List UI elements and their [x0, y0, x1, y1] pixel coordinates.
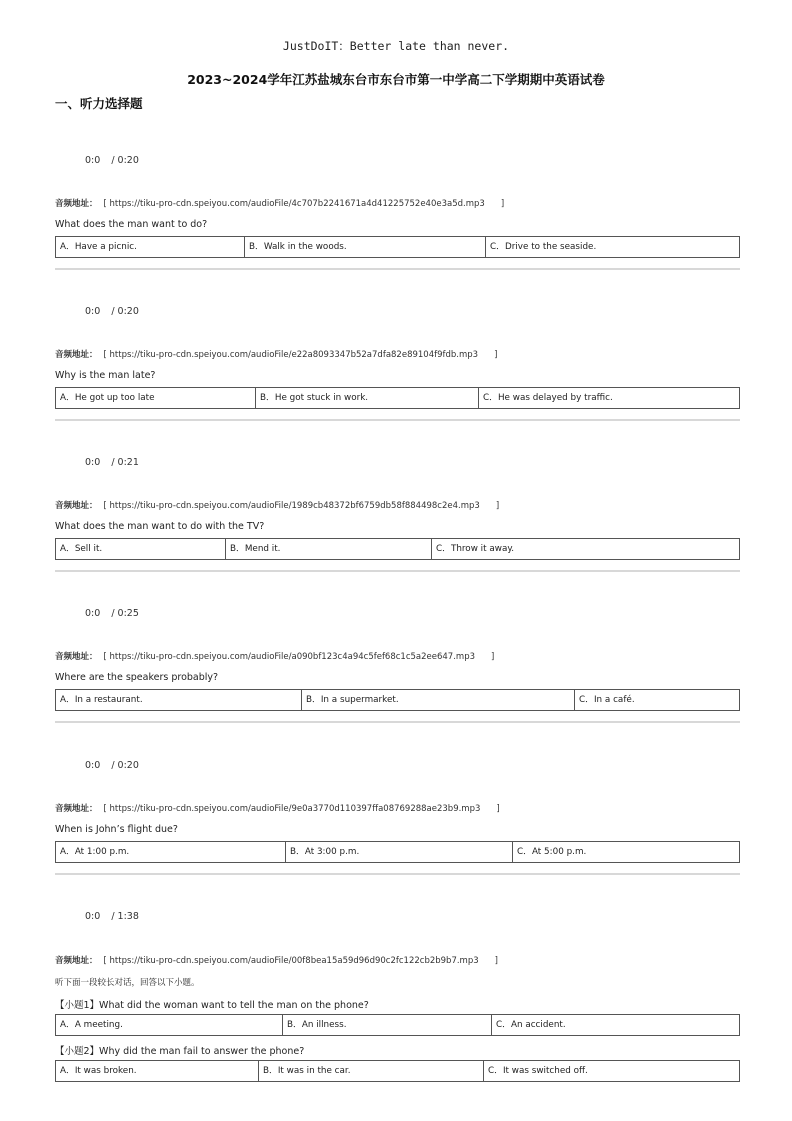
audio-url[interactable]: [ https://tiku-pro-cdn.speiyou.com/audioFile/00f8bea15a59d96d90c2fc122cb2b9b7.mp3 — [103, 956, 479, 966]
option-c[interactable]: C．Drive to the seaside. — [485, 237, 739, 257]
question-stem: Where are the speakers probably? — [55, 672, 219, 683]
page-motto: JustDoIT：Better late than never. — [282, 39, 510, 53]
question-stem: Why is the man late? — [55, 370, 156, 381]
audio-address-label: 音频地址： — [55, 804, 98, 814]
options-row — [55, 1014, 740, 1036]
player-time: 0:0 — [85, 457, 101, 468]
option-b[interactable]: B．In a supermarket. — [301, 690, 574, 710]
audio-player[interactable] — [85, 306, 139, 317]
section-heading: 一、听力选择题 — [55, 96, 143, 111]
audio-url-close: ] — [491, 652, 495, 662]
options-row — [55, 689, 740, 711]
player-duration: / 1:38 — [111, 911, 139, 922]
option-c[interactable]: C．At 5:00 p.m. — [512, 842, 739, 862]
player-time: 0:0 — [85, 306, 101, 317]
audio-address — [55, 348, 497, 360]
player-duration: / 0:20 — [111, 306, 139, 317]
player-time: 0:0 — [85, 608, 101, 619]
divider — [55, 721, 740, 723]
audio-url[interactable]: [ https://tiku-pro-cdn.speiyou.com/audioFile/9e0a3770d110397ffa08769288ae23b9.mp3 — [103, 804, 481, 814]
audio-address-label: 音频地址： — [55, 501, 98, 511]
option-a[interactable]: A．He got up too late — [60, 393, 155, 403]
options-row — [55, 841, 740, 863]
option-b[interactable]: B．An illness. — [282, 1015, 491, 1035]
options-row — [55, 538, 740, 560]
audio-player[interactable] — [85, 608, 139, 619]
option-a[interactable]: A．In a restaurant. — [60, 695, 143, 705]
group-intro: 听下面一段较长对话，回答以下小题。 — [55, 978, 200, 988]
audio-address — [55, 499, 499, 511]
option-b[interactable]: B．At 3:00 p.m. — [285, 842, 512, 862]
option-b[interactable]: B．He got stuck in work. — [255, 388, 478, 408]
option-a[interactable]: A．It was broken. — [60, 1066, 137, 1076]
sub-question-stem: 【小题2】Why did the man fail to answer the phone? — [55, 1046, 305, 1057]
player-time: 0:0 — [85, 760, 101, 771]
question-stem: What does the man want to do? — [55, 219, 208, 230]
option-c[interactable]: C．In a café. — [574, 690, 739, 710]
options-row — [55, 387, 740, 409]
option-c[interactable]: C．Throw it away. — [431, 539, 739, 559]
divider — [55, 419, 740, 421]
audio-player[interactable] — [85, 155, 139, 166]
divider — [55, 268, 740, 270]
options-row — [55, 236, 740, 258]
audio-address-label: 音频地址： — [55, 350, 98, 360]
option-b[interactable]: B．It was in the car. — [258, 1061, 483, 1081]
option-b[interactable]: B．Mend it. — [225, 539, 431, 559]
audio-url-close: ] — [496, 804, 500, 814]
audio-url-close: ] — [495, 501, 500, 511]
option-c[interactable]: C．He was delayed by traffic. — [478, 388, 739, 408]
option-a[interactable]: A．Sell it. — [60, 544, 103, 554]
player-duration: / 0:20 — [111, 760, 139, 771]
audio-address-label: 音频地址： — [55, 956, 98, 966]
player-duration: / 0:20 — [111, 155, 139, 166]
audio-player[interactable] — [85, 911, 139, 922]
option-b[interactable]: B．Walk in the woods. — [244, 237, 485, 257]
option-c[interactable]: C．It was switched off. — [483, 1061, 739, 1081]
audio-url-close: ] — [494, 350, 498, 360]
option-c[interactable]: C．An accident. — [491, 1015, 739, 1035]
exam-title: 2023~2024学年江苏盐城东台市东台市第一中学高二下学期期中英语试卷 — [187, 72, 605, 87]
audio-url-close: ] — [494, 956, 498, 966]
player-duration: / 0:21 — [111, 457, 139, 468]
audio-player[interactable] — [85, 760, 139, 771]
option-a[interactable]: A．At 1:00 p.m. — [60, 847, 130, 857]
sub-question-stem: 【小题1】What did the woman want to tell the man on the phone? — [55, 1000, 369, 1011]
audio-url[interactable]: [ https://tiku-pro-cdn.speiyou.com/audioFile/1989cb48372bf6759db58f884498c2e4.mp3 — [103, 501, 480, 511]
audio-address — [55, 197, 504, 209]
audio-url[interactable]: [ https://tiku-pro-cdn.speiyou.com/audioFile/4c707b2241671a4d41225752e40e3a5d.mp3 — [103, 199, 485, 209]
option-a[interactable]: A．Have a picnic. — [60, 242, 137, 252]
audio-address — [55, 802, 500, 814]
audio-address-label: 音频地址： — [55, 652, 98, 662]
player-time: 0:0 — [85, 911, 101, 922]
audio-url[interactable]: [ https://tiku-pro-cdn.speiyou.com/audioFile/e22a8093347b52a7dfa82e89104f9fdb.mp3 — [103, 350, 479, 360]
question-stem: What does the man want to do with the TV? — [55, 521, 265, 532]
divider — [55, 570, 740, 572]
audio-player[interactable] — [85, 457, 139, 468]
audio-url[interactable]: [ https://tiku-pro-cdn.speiyou.com/audioFile/a090bf123c4a94c5fef68c1c5a2ee647.mp3 — [103, 652, 476, 662]
audio-address — [55, 954, 498, 966]
question-stem: When is John’s flight due? — [55, 824, 178, 835]
player-time: 0:0 — [85, 155, 101, 166]
audio-address — [55, 650, 494, 662]
divider — [55, 873, 740, 875]
options-row — [55, 1060, 740, 1082]
audio-address-label: 音频地址： — [55, 199, 98, 209]
option-a[interactable]: A．A meeting. — [60, 1020, 123, 1030]
audio-url-close: ] — [500, 199, 505, 209]
player-duration: / 0:25 — [111, 608, 139, 619]
